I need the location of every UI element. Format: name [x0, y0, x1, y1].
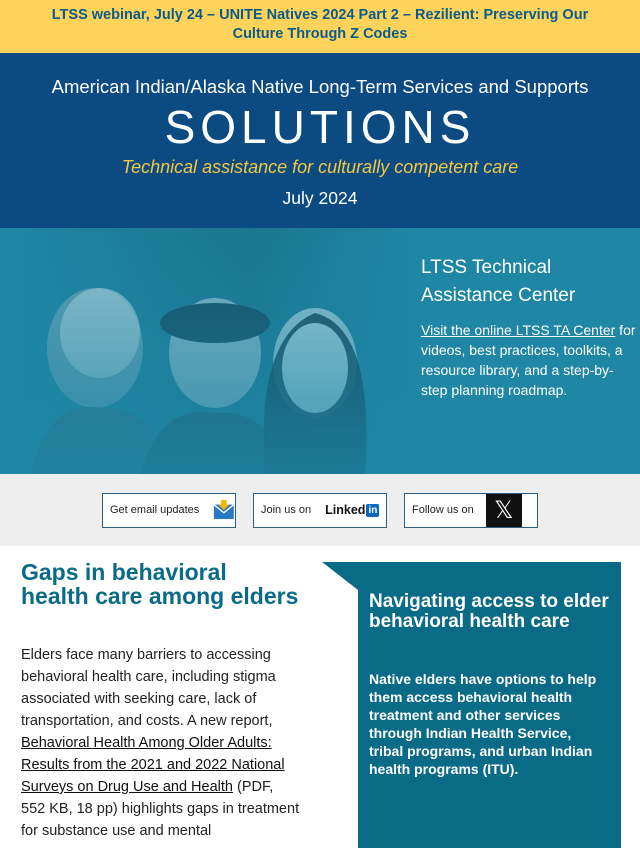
linkedin-logo-icon: Linked in: [325, 503, 378, 517]
email-updates-button[interactable]: [102, 493, 236, 528]
webinar-banner[interactable]: [0, 0, 640, 53]
callout-body: Native elders have options to help them access behavioral health treatment and other services through Indian Health Service, tribal programs, and urban Indian health programs (ITU).: [369, 671, 597, 777]
x-logo-icon: 𝕏: [486, 494, 522, 527]
callout-heading: Navigating access to elder behavioral health care: [369, 591, 609, 632]
linkedin-button[interactable]: [253, 493, 387, 528]
envelope-icon: [213, 498, 235, 522]
banner-line-1: LTSS webinar, July 24 – UNITE Natives 2024 Part 2 – Rezilient: Preserving Our: [51, 7, 589, 23]
linkedin-label: Join us on: [261, 504, 312, 516]
masthead: [0, 53, 640, 228]
masthead-kicker: American Indian/Alaska Native Long-Term Services and Supports: [51, 76, 589, 97]
ta-center-promo: [420, 228, 640, 474]
masthead-tagline: Technical assistance for culturally competent care: [121, 157, 519, 177]
callout-box: [358, 562, 621, 848]
main-content: [0, 546, 640, 842]
elders-portrait-photo: [0, 228, 420, 474]
callout-column: [320, 560, 640, 842]
x-follow-label: Follow us on: [412, 504, 474, 516]
issue-date: July 2024: [282, 188, 358, 208]
article-heading: Gaps in behavioral health care among elders: [21, 559, 299, 609]
article-column: [0, 560, 320, 842]
ta-center-heading: LTSS Technical Assistance Center: [421, 257, 576, 306]
ta-center-description: Visit the online LTSS TA Center for videos, best practices, toolkits, a resource library, and a step-by-step planning roadmap.: [421, 322, 636, 398]
report-link[interactable]: Behavioral Health Among Older Adults: Results from the 2021 and 2022 National Surveys on Drug Use and Health: [21, 735, 285, 795]
callout-corner-tab: [322, 562, 358, 590]
banner-line-2: Culture Through Z Codes: [232, 26, 408, 42]
x-follow-button[interactable]: [404, 493, 538, 528]
article-body: Elders face many barriers to accessing behavioral health care, including stigma associated with seeking care, lack of transportation, and costs. A new report, Behavioral Health Among Older Adults: Results from the 2021 and 2022 National Surveys on Drug Use and Health (PDF, 552 KB, 18 pp) highlights gaps in treatment for substance use and mental: [21, 647, 300, 839]
email-updates-label: Get email updates: [110, 504, 200, 516]
social-links-bar: [0, 474, 640, 546]
masthead-title: SOLUTIONS: [164, 101, 476, 153]
hero-section: [0, 228, 640, 474]
ta-center-link[interactable]: Visit the online LTSS TA Center: [421, 322, 616, 338]
